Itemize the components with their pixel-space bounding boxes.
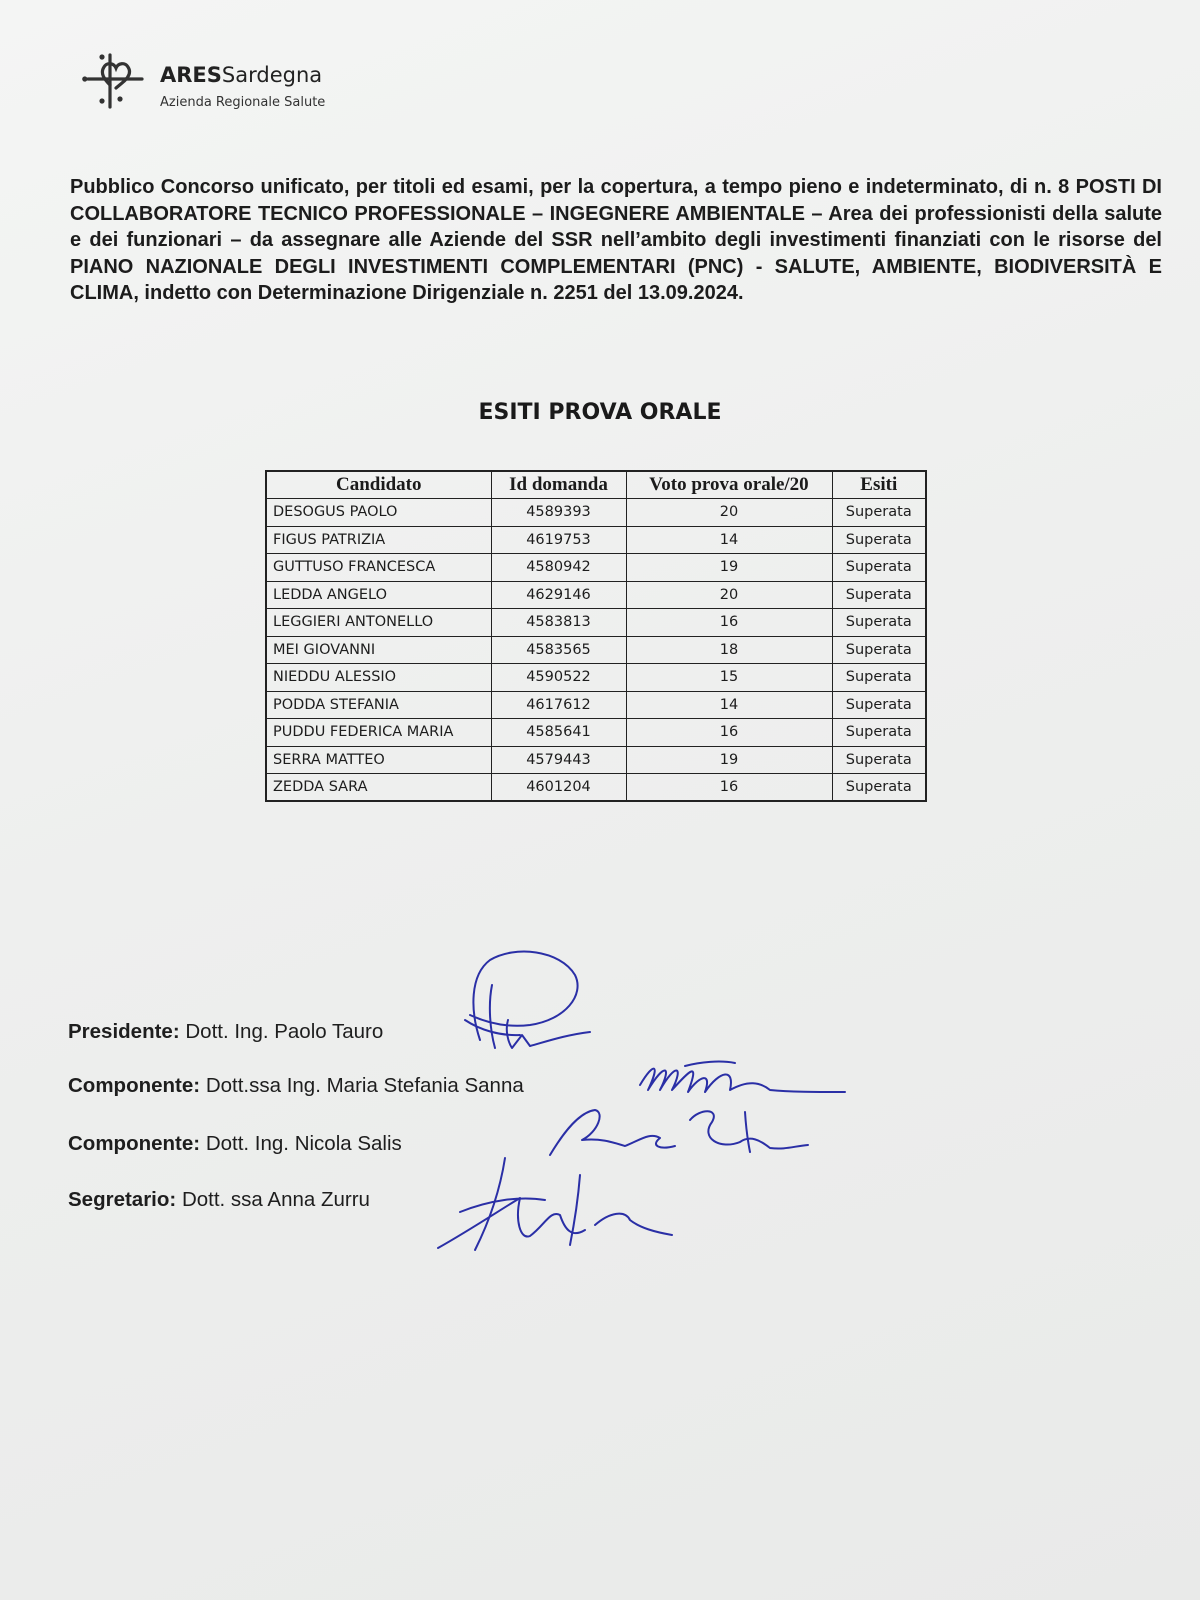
cell-esito: Superata	[832, 774, 926, 802]
cell-voto: 19	[626, 746, 832, 774]
table-row	[266, 526, 926, 554]
cell-esito: Superata	[832, 609, 926, 637]
cell-id-domanda: 4629146	[491, 581, 626, 609]
cell-candidato: ZEDDA SARA	[266, 774, 491, 802]
signer-segretario: Segretario: Dott. ssa Anna Zurru	[68, 1188, 370, 1211]
cell-candidato: PUDDU FEDERICA MARIA	[266, 719, 491, 747]
cell-voto: 15	[626, 664, 832, 692]
cell-voto: 16	[626, 609, 832, 637]
cell-id-domanda: 4590522	[491, 664, 626, 692]
cell-id-domanda: 4585641	[491, 719, 626, 747]
table-header-row	[266, 471, 926, 499]
signature-presidente	[465, 952, 590, 1048]
ares-cross-heart-icon	[82, 45, 152, 115]
table-row	[266, 636, 926, 664]
table-row	[266, 774, 926, 802]
cell-id-domanda: 4583813	[491, 609, 626, 637]
cell-candidato: DESOGUS PAOLO	[266, 499, 491, 527]
cell-id-domanda: 4580942	[491, 554, 626, 582]
cell-voto: 14	[626, 691, 832, 719]
table-row	[266, 554, 926, 582]
table-row	[266, 609, 926, 637]
table-row	[266, 746, 926, 774]
cell-candidato: NIEDDU ALESSIO	[266, 664, 491, 692]
cell-candidato: LEGGIERI ANTONELLO	[266, 609, 491, 637]
table-row	[266, 691, 926, 719]
brand-subtitle: Azienda Regionale Salute	[160, 95, 326, 110]
cell-voto: 16	[626, 719, 832, 747]
signature-segretario	[438, 1158, 672, 1250]
cell-id-domanda: 4601204	[491, 774, 626, 802]
signature-componente-salis	[550, 1110, 808, 1155]
cell-esito: Superata	[832, 526, 926, 554]
cell-id-domanda: 4583565	[491, 636, 626, 664]
signer-componente-2: Componente: Dott. Ing. Nicola Salis	[68, 1132, 402, 1155]
cell-candidato: PODDA STEFANIA	[266, 691, 491, 719]
cell-esito: Superata	[832, 636, 926, 664]
cell-candidato: MEI GIOVANNI	[266, 636, 491, 664]
cell-esito: Superata	[832, 746, 926, 774]
cell-candidato: SERRA MATTEO	[266, 746, 491, 774]
cell-voto: 20	[626, 499, 832, 527]
cell-candidato: GUTTUSO FRANCESCA	[266, 554, 491, 582]
page-title: ESITI PROVA ORALE	[478, 400, 722, 425]
cell-voto: 19	[626, 554, 832, 582]
cell-esito: Superata	[832, 691, 926, 719]
cell-voto: 14	[626, 526, 832, 554]
cell-candidato: LEDDA ANGELO	[266, 581, 491, 609]
cell-id-domanda: 4579443	[491, 746, 626, 774]
signer-presidente: Presidente: Dott. Ing. Paolo Tauro	[68, 1020, 384, 1043]
cell-esito: Superata	[832, 581, 926, 609]
announcement-text: Pubblico Concorso unificato, per titoli ed esami, per la copertura, a tempo pieno e indeterminato, di n. 8 POSTI DI COLLABORATORE TECNICO PROFESSIONALE – INGEGNERE AMBIENTALE – Area dei professionisti della salute e dei funzionari – da assegnare alle Aziende del SSR nell’ambito degli investimenti finanziati con le risorse del PIANO NAZIONALE DEGLI INVESTIMENTI COMPLEMENTARI (PNC) - SALUTE, AMBIENTE, BIODIVERSITÀ E CLIMA, indetto con Determinazione Dirigenziale n. 2251 del 13.09.2024.	[70, 176, 1162, 305]
cell-voto: 20	[626, 581, 832, 609]
cell-id-domanda: 4617612	[491, 691, 626, 719]
cell-voto: 16	[626, 774, 832, 802]
header-voto: Voto prova orale/20	[626, 471, 832, 499]
cell-esito: Superata	[832, 499, 926, 527]
header-esiti: Esiti	[832, 471, 926, 499]
cell-esito: Superata	[832, 554, 926, 582]
ares-logo	[82, 45, 382, 115]
signature-componente-sanna	[640, 1062, 845, 1092]
cell-id-domanda: 4619753	[491, 526, 626, 554]
results-table	[265, 470, 927, 802]
header-id-domanda: Id domanda	[491, 471, 626, 499]
cell-id-domanda: 4589393	[491, 499, 626, 527]
table-row	[266, 719, 926, 747]
table-row	[266, 499, 926, 527]
cell-voto: 18	[626, 636, 832, 664]
table-row	[266, 581, 926, 609]
signer-componente-1: Componente: Dott.ssa Ing. Maria Stefania Sanna	[68, 1074, 524, 1097]
cell-esito: Superata	[832, 664, 926, 692]
cell-esito: Superata	[832, 719, 926, 747]
table-row	[266, 664, 926, 692]
header-candidato: Candidato	[266, 471, 491, 499]
cell-candidato: FIGUS PATRIZIA	[266, 526, 491, 554]
brand-name: ARESSardegna	[160, 63, 323, 87]
